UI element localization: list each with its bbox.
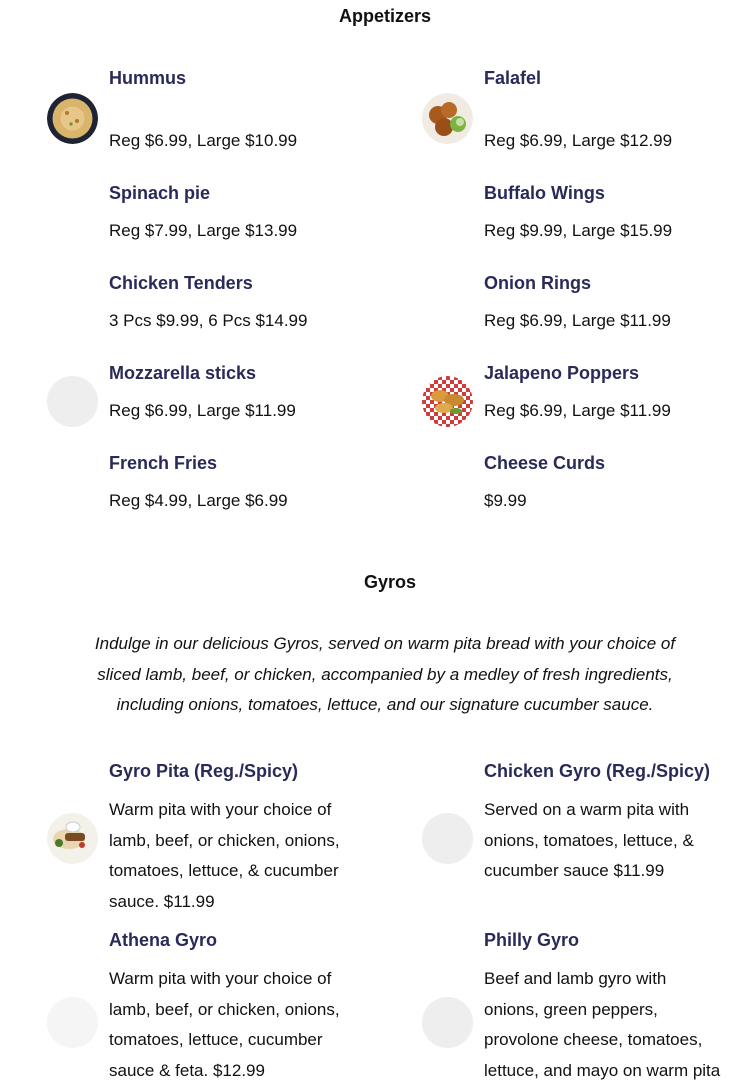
athena-gyro-photo: [47, 997, 98, 1048]
menu-item-hummus[interactable]: [47, 66, 367, 166]
item-name: Falafel: [484, 68, 542, 88]
menu-item-onion-rings[interactable]: [422, 271, 742, 351]
item-price: $9.99: [484, 491, 527, 510]
item-name: Cheese Curds: [484, 453, 606, 473]
item-description: Warm pita with your choice of lamb, beef, or chicken, onions, tomatoes, lettuce, & cucumber sauce. $11.99: [109, 800, 340, 911]
item-price: Reg $9.99, Large $15.99: [484, 221, 673, 240]
item-name: Buffalo Wings: [484, 183, 605, 203]
menu-item-jalapeno-poppers[interactable]: [422, 361, 742, 441]
menu-item-philly-gyro[interactable]: [422, 928, 742, 1088]
hummus-photo: [47, 93, 98, 144]
item-name: French Fries: [109, 453, 218, 473]
falafel-photo: [422, 93, 473, 144]
item-name: Gyro Pita (Reg./Spicy): [109, 761, 299, 781]
item-description: Warm pita with your choice of lamb, beef, or chicken, onions, tomatoes, lettuce, cucumber sauce & feta. $12.99: [109, 969, 340, 1080]
item-name: Jalapeno Poppers: [484, 363, 640, 383]
menu-item-falafel[interactable]: [422, 66, 742, 166]
item-price: Reg $6.99, Large $11.99: [484, 311, 671, 330]
menu-item-mozzarella-sticks[interactable]: [47, 361, 367, 441]
gyros-heading: Gyros: [364, 572, 417, 592]
item-name: Athena Gyro: [109, 930, 218, 950]
menu-item-athena-gyro[interactable]: [47, 928, 377, 1088]
menu-item-chicken-gyro[interactable]: [422, 759, 742, 919]
item-description: Beef and lamb gyro with onions, green peppers, provolone cheese, tomatoes, lettuce, and mayo on warm pita: [484, 969, 721, 1080]
jalapeno-poppers-photo: [422, 376, 473, 427]
item-price: Reg $6.99, Large $11.99: [484, 401, 671, 420]
item-name: Chicken Gyro (Reg./Spicy): [484, 761, 711, 781]
item-description: Served on a warm pita with onions, tomatoes, lettuce, & cucumber sauce $11.99: [484, 800, 694, 880]
item-name: Philly Gyro: [484, 930, 580, 950]
menu-item-gyro-pita[interactable]: [47, 759, 377, 919]
item-price: Reg $4.99, Large $6.99: [109, 491, 288, 510]
item-price: Reg $6.99, Large $11.99: [109, 401, 296, 420]
item-price: Reg $6.99, Large $12.99: [484, 131, 673, 150]
item-name: Spinach pie: [109, 183, 211, 203]
item-price: Reg $7.99, Large $13.99: [109, 221, 298, 240]
chicken-gyro-photo: [422, 813, 473, 864]
item-name: Hummus: [109, 68, 187, 88]
item-price: 3 Pcs $9.99, 6 Pcs $14.99: [109, 311, 308, 330]
menu-item-buffalo-wings[interactable]: [422, 181, 742, 261]
menu-item-spinach-pie[interactable]: [47, 181, 367, 261]
item-price: Reg $6.99, Large $10.99: [109, 131, 298, 150]
appetizers-heading: Appetizers: [338, 6, 432, 26]
mozzarella-sticks-photo: [47, 376, 98, 427]
menu-item-french-fries[interactable]: [47, 451, 367, 531]
menu-item-cheese-curds[interactable]: [422, 451, 742, 531]
gyros-intro: Indulge in our delicious Gyros, served on warm pita bread with your choice of sliced lamb, beef, or chicken, accompanied by a medley of fresh ingredients, including onions, tomatoes, lettuce, and our signature cucumber sauce.: [94, 634, 676, 714]
menu-item-chicken-tenders[interactable]: [47, 271, 367, 351]
philly-gyro-photo: [422, 997, 473, 1048]
item-name: Mozzarella sticks: [109, 363, 257, 383]
item-name: Chicken Tenders: [109, 273, 253, 293]
item-name: Onion Rings: [484, 273, 591, 293]
gyro-pita-photo: [47, 813, 98, 864]
